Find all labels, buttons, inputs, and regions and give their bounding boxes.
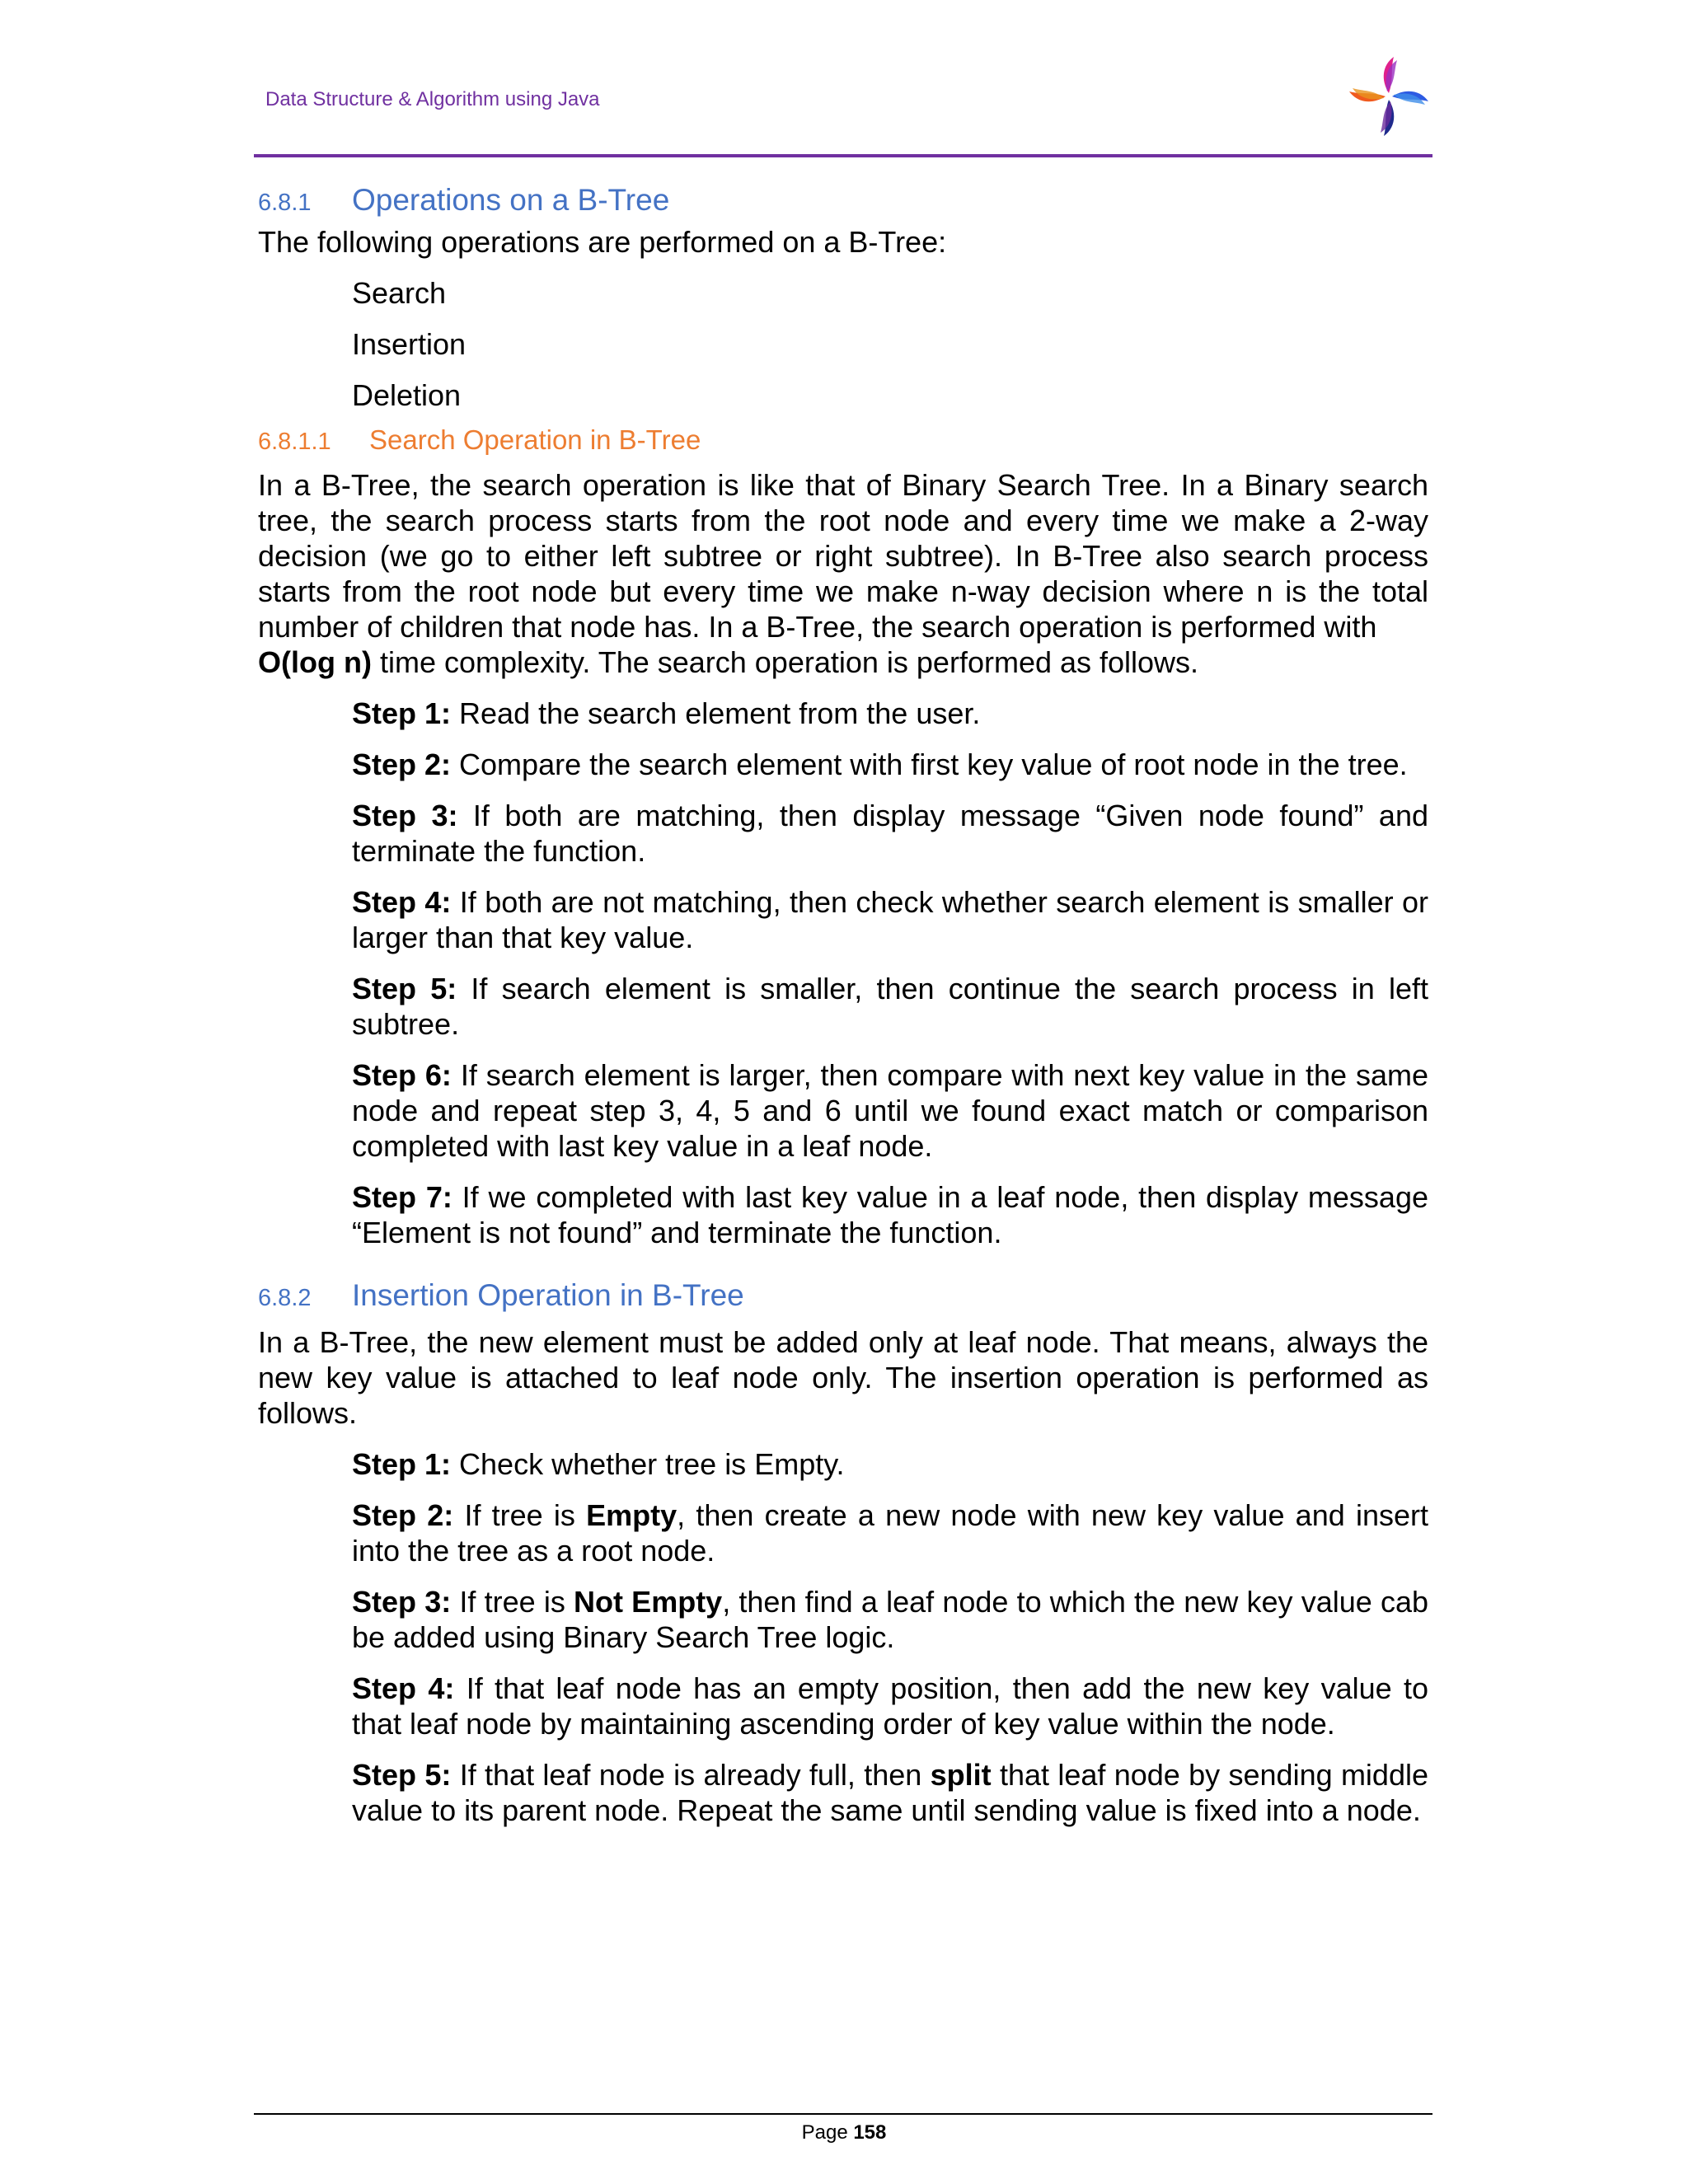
step-text: Check whether tree is Empty. — [451, 1447, 845, 1481]
step-label: Step 1: — [352, 1447, 452, 1481]
search-step-1 — [352, 696, 1428, 731]
search-paragraph-text: In a B-Tree, the search operation is like that of Binary Search Tree. In a Binary search tree, the search process starts from the root node and every time we make a 2-way decision (we go to either left subtree or right subtree). In B-Tree also search process starts from the root node but every time we make n-way decision where n is the total number of children that node has. In a B-Tree, the search operation is performed with — [258, 468, 1428, 644]
step-label: Step 2: — [352, 748, 452, 781]
step-text: If tree is — [453, 1498, 587, 1532]
operations-list — [352, 275, 1428, 413]
section-title: Operations on a B-Tree — [352, 183, 670, 217]
step-text: Compare the search element with first key value of root node in the tree. — [451, 748, 1408, 781]
step-text: If tree is — [451, 1585, 574, 1619]
list-item: Insertion — [352, 327, 467, 361]
section-heading-6-8-2 — [258, 1278, 1428, 1313]
step-label: Step 4: — [352, 1671, 455, 1705]
search-step-5 — [352, 971, 1428, 1042]
running-header: Data Structure & Algorithm using Java — [265, 88, 600, 110]
search-steps — [352, 696, 1428, 1250]
list-item: Deletion — [352, 378, 462, 412]
subsection-title: Search Operation in B-Tree — [369, 424, 701, 455]
subsection-number: 6.8.1.1 — [258, 429, 331, 455]
step-label: Step 1: — [352, 696, 452, 730]
insertion-step-4 — [352, 1671, 1428, 1741]
step-text: If both are matching, then display message “Given node found” and terminate the function. — [352, 799, 1428, 868]
search-step-3 — [352, 798, 1428, 869]
step-label: Step 2: — [352, 1498, 454, 1532]
search-paragraph — [258, 467, 1428, 680]
section-number: 6.8.2 — [258, 1285, 312, 1311]
step-text: If that leaf node has an empty position, then add the new key value to that leaf node by maintaining ascending order of key value within the node. — [352, 1671, 1428, 1741]
list-item: Search — [352, 276, 447, 310]
step-label: Step 3: — [352, 1585, 452, 1619]
page-footer — [0, 2121, 1688, 2144]
header-divider — [254, 154, 1432, 157]
insertion-step-1 — [352, 1446, 1428, 1482]
footer-divider — [254, 2113, 1432, 2115]
search-step-2 — [352, 747, 1428, 782]
section-heading-6-8-1 — [258, 183, 1428, 218]
complexity-bold: O(log n) — [258, 645, 372, 679]
step-text: If search element is larger, then compare with next key value in the same node and repeat step 3, 4, 5 and 6 until we found exact match or comparison completed with last key value in a leaf node. — [352, 1058, 1428, 1163]
step-text: , then create a new node with new key value and insert into the tree as a root node. — [352, 1498, 1428, 1568]
step-text: If both are not matching, then check whether search element is smaller or larger than that key value. — [352, 885, 1428, 954]
section-title: Insertion Operation in B-Tree — [352, 1278, 744, 1312]
search-paragraph-tail: time complexity. The search operation is performed as follows. — [371, 645, 1199, 679]
insertion-step-5 — [352, 1757, 1428, 1828]
step-text: that leaf node by sending middle value to its parent node. Repeat the same until sending value is fixed into a node. — [352, 1758, 1428, 1827]
step-label: Step 5: — [352, 972, 457, 1005]
page-number: 158 — [853, 2121, 887, 2144]
step-label: Step 4: — [352, 885, 452, 919]
insertion-paragraph: In a B-Tree, the new element must be added only at leaf node. That means, always the new key value is attached to leaf node only. The insertion operation is performed as follows. — [258, 1325, 1428, 1430]
step-bold-term: Not Empty — [574, 1585, 723, 1619]
search-step-6 — [352, 1057, 1428, 1164]
page-content — [258, 183, 1428, 1828]
step-label: Step 7: — [352, 1180, 452, 1214]
page-label: Page — [801, 2121, 854, 2144]
insertion-step-2 — [352, 1497, 1428, 1568]
section-number: 6.8.1 — [258, 190, 312, 216]
step-text: If we completed with last key value in a leaf node, then display message “Element is not found” and terminate the function. — [352, 1180, 1428, 1249]
step-text: If search element is smaller, then continue the search process in left subtree. — [352, 972, 1428, 1041]
step-bold-term: Empty — [586, 1498, 678, 1532]
publisher-logo-icon — [1343, 51, 1434, 142]
insertion-steps — [352, 1446, 1428, 1828]
step-text: If that leaf node is already full, then — [451, 1758, 931, 1792]
intro-paragraph: The following operations are performed on a B-Tree: — [258, 225, 947, 259]
step-bold-term: split — [930, 1758, 992, 1792]
step-text: Read the search element from the user. — [451, 696, 981, 730]
search-step-4 — [352, 884, 1428, 955]
search-step-7 — [352, 1179, 1428, 1250]
subsection-heading-6-8-1-1 — [258, 424, 1428, 456]
step-label: Step 6: — [352, 1058, 452, 1092]
insertion-step-3 — [352, 1584, 1428, 1655]
step-label: Step 5: — [352, 1758, 452, 1792]
step-text: , then find a leaf node to which the new key value cab be added using Binary Search Tree logic. — [352, 1585, 1429, 1654]
step-label: Step 3: — [352, 799, 458, 832]
